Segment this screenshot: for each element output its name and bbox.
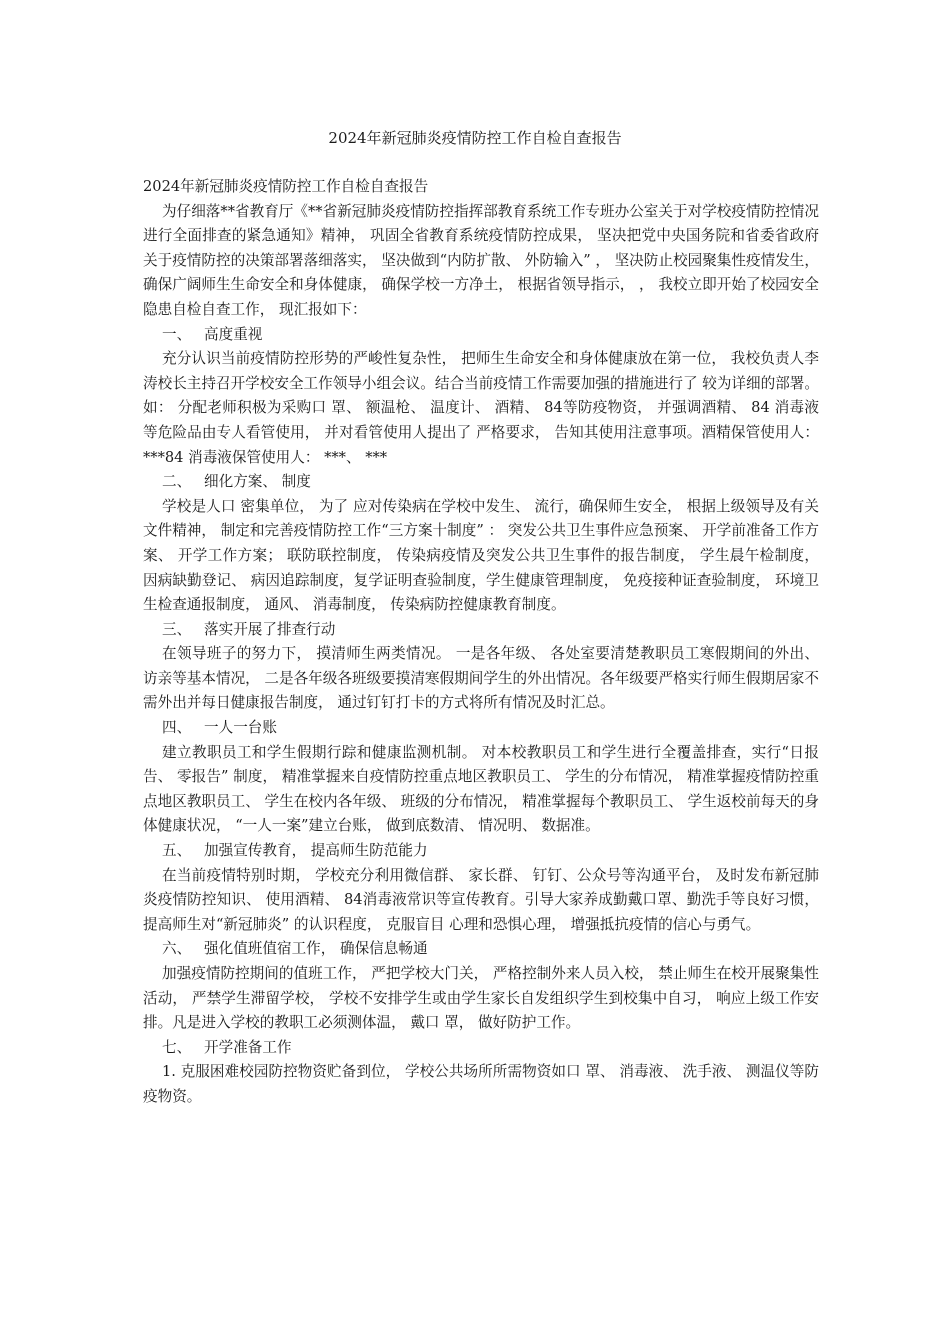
section-number: 四、	[162, 719, 192, 737]
section-number: 二、	[162, 473, 192, 491]
section-3-heading	[143, 618, 819, 643]
document-body	[143, 175, 819, 1110]
section-heading-text: 一人一台账	[204, 719, 277, 737]
section-5-body: 在当前疫情特别时期， 学校充分利用微信群、 家长群、 钉钉、公众号等沟通平台， 及时发布新冠肺炎疫情防控知识、 使用酒精、 84消毒液常识等宣传教育。引导大家养成勤戴口罩、勤洗手等良好习惯，提高师生对“新冠肺炎” 的认识程度， 克服盲目 心理和恐惧心理， 增强抵抗疫情的信心与勇气。	[143, 866, 819, 933]
section-heading-text: 加强宣传教育， 提高师生防范能力	[204, 842, 428, 860]
section-2-heading	[143, 470, 819, 495]
document-subtitle: 2024年新冠肺炎疫情防控工作自检自查报告	[143, 178, 429, 195]
section-heading-text: 强化值班值宿工作， 确保信息畅通	[204, 940, 428, 958]
section-number: 六、	[162, 940, 192, 958]
intro-paragraph: 为仔细落**省教育厅《**省新冠肺炎疫情防控指挥部教育系统工作专班办公室关于对学校疫情防控情况进行全面排查的紧急通知》精神， 巩固全省教育系统疫情防控成果， 坚决把党中央国务院和省委省政府关于疫情防控的决策部署落细落实， 坚决做到“内防扩散、 外防输入” ， 坚决防止校园聚集性疫情发生， 确保广阔师生生命安全和身体健康， 确保学校一方净土， 根据省领导指示， ， 我校立即开始了校园安全隐患自检自查工作， 现汇报如下：	[143, 202, 819, 318]
section-1-body: 充分认识当前疫情防控形势的严峻性复杂性， 把师生生命安全和身体健康放在第一位， 我校负责人李涛校长主持召开学校安全工作领导小组会议。结合当前疫情工作需要加强的措施进行了 较为详细的部署。 如： 分配老师积极为采购口 罩、 额温枪、 温度计、 酒精、 84等防疫物资， 并强调酒精、 84 消毒液等危险品由专人看管使用， 并对看管使用人提出了 严格要求， 告知其使用注意事项。酒精保管使用人： ***84 消毒液保管使用人： ***、 ***	[143, 350, 819, 466]
section-number: 三、	[162, 620, 192, 638]
section-2-body: 学校是人口 密集单位， 为了 应对传染病在学校中发生、 流行，确保师生安全， 根据上级领导及有关文件精神， 制定和完善疫情防控工作“三方案十制度” ： 突发公共卫生事件应急预案、 开学前准备工作方案、 开学工作方案； 联防联控制度， 传染病疫情及突发公共卫生事件的报告制度， 学生晨午检制度， 因病缺勤登记、 病因追踪制度，复学证明查验制度，学生健康管理制度， 免疫接种证查验制度， 环境卫生检查通报制度， 通风、 消毒制度， 传染病防控健康教育制度。	[143, 497, 819, 614]
section-heading-text: 落实开展了排查行动	[204, 620, 336, 638]
section-6-body: 加强疫情防控期间的值班工作， 严把学校大门关， 严格控制外来人员入校， 禁止师生在校开展聚集性活动， 严禁学生滞留学校， 学校不安排学生或由学生家长自发组织学生到校集中自习， 响应上级工作安排。凡是进入学校的教职工必须测体温， 戴口 罩， 做好防护工作。	[143, 965, 819, 1032]
section-5-heading	[143, 839, 819, 864]
section-3-body: 在领导班子的努力下， 摸清师生两类情况。 一是各年级、 各处室要清楚教职员工寒假期间的外出、 访亲等基本情况， 二是各年级各班级要摸清寒假期间学生的外出情况。各年级要严格实行师生假期居家不需外出并每日健康报告制度， 通过钉钉打卡的方式将所有情况及时汇总。	[143, 645, 819, 712]
document-title: 2024年新冠肺炎疫情防控工作自检自查报告	[328, 129, 622, 147]
section-1-heading	[143, 323, 819, 348]
section-7-body: 1. 克服困难校园防控物资贮备到位， 学校公共场所所需物资如口 罩、 消毒液、 洗手液、 测温仪等防疫物资。	[143, 1063, 819, 1105]
section-heading-text: 开学准备工作	[204, 1038, 292, 1056]
section-number: 五、	[162, 842, 192, 860]
section-number: 七、	[162, 1038, 192, 1056]
section-number: 一、	[162, 325, 192, 343]
section-4-body: 建立教职员工和学生假期行踪和健康监测机制。 对本校教职员工和学生进行全覆盖排查，实行“日报告、 零报告” 制度， 精准掌握来自疫情防控重点地区教职员工、 学生的分布情况， 精准掌握疫情防控重点地区教职员工、 学生在校内各年级、 班级的分布情况， 精准掌握每个教职员工、 学生返校前每天的身体健康状况， “一人一案”建立台账， 做到底数清、 情况明、 数据准。	[143, 743, 819, 835]
section-7-heading	[143, 1036, 819, 1061]
section-heading-text: 细化方案、 制度	[204, 473, 311, 491]
section-4-heading	[143, 716, 819, 741]
section-heading-text: 高度重视	[204, 325, 263, 343]
section-6-heading	[143, 937, 819, 962]
